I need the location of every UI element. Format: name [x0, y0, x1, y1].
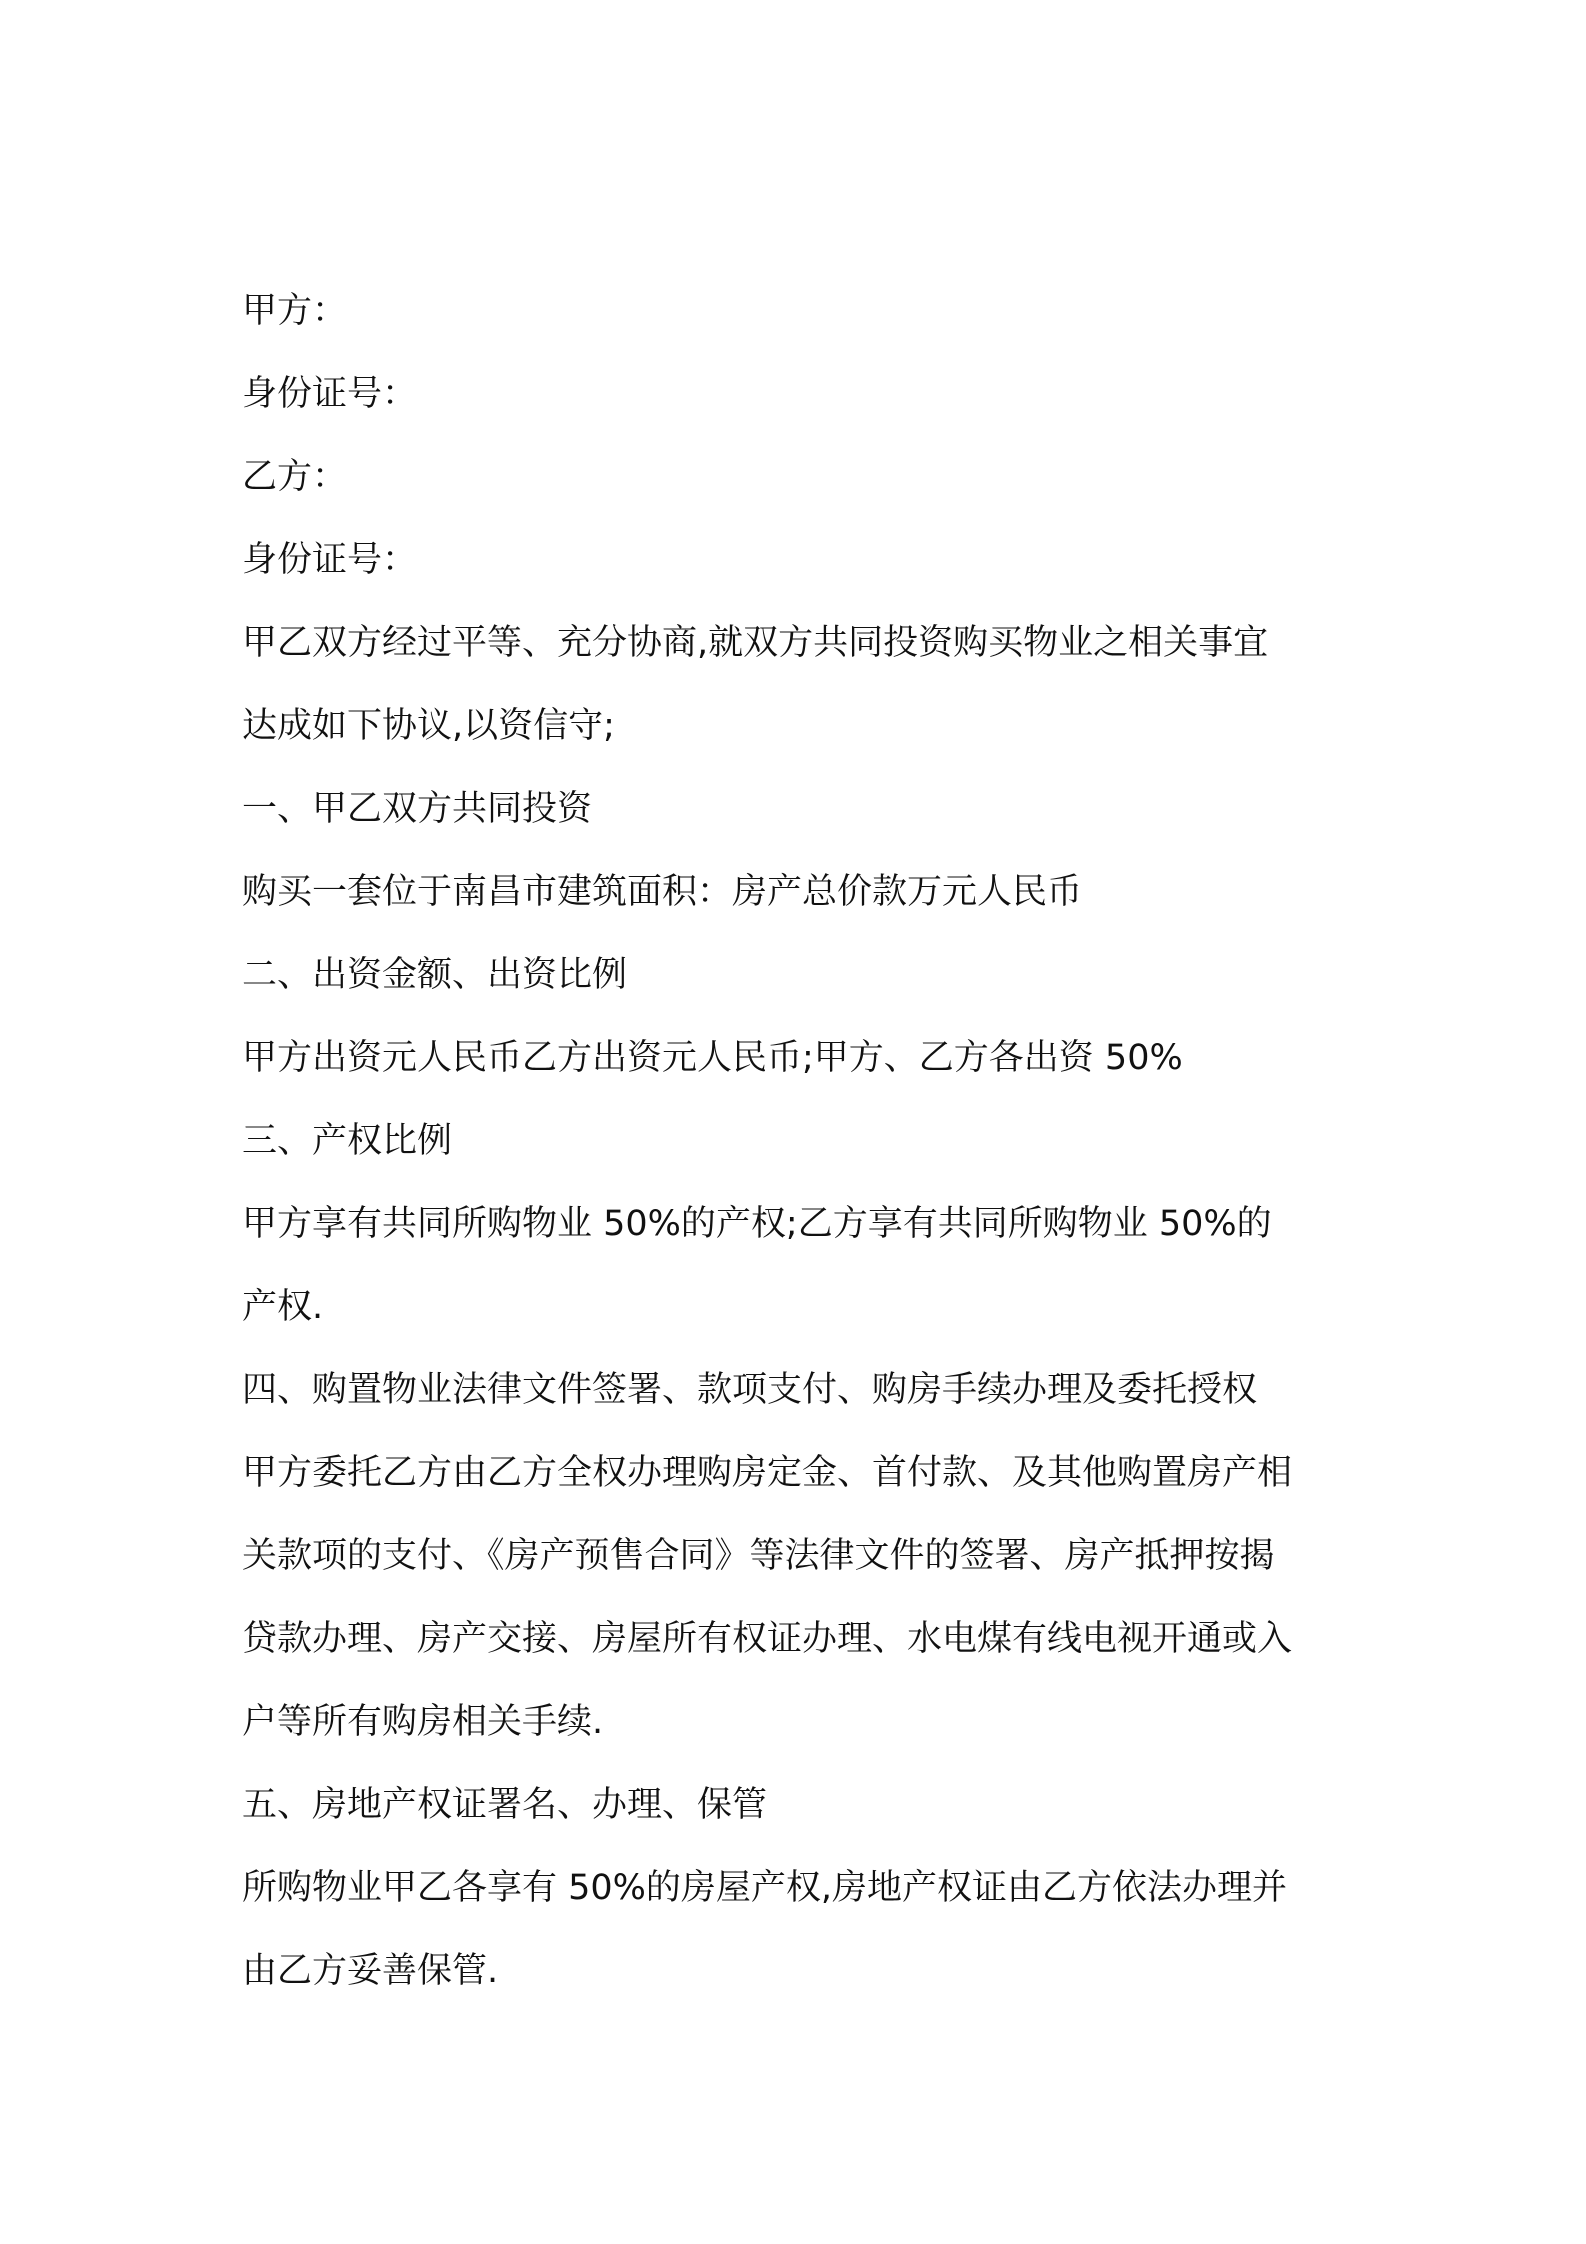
section-5-body-line-2: 由乙方妥善保管.: [242, 1951, 499, 1991]
section-4-body-line-1: 甲方委托乙方由乙方全权办理购房定金、首付款、及其他购置房产相: [242, 1453, 1293, 1493]
preamble-line-2: 达成如下协议,以资信守;: [242, 706, 615, 746]
party-b-id-label: 身份证号：: [242, 540, 418, 580]
section-1-body: 购买一套位于南昌市建筑面积：房产总价款万元人民币: [242, 872, 1083, 912]
section-2-heading: 二、出资金额、出资比例: [242, 955, 628, 995]
section-4-body-line-3: 贷款办理、房产交接、房屋所有权证办理、水电煤有线电视开通或入: [242, 1619, 1293, 1659]
section-4-body-line-4: 户等所有购房相关手续.: [242, 1702, 604, 1742]
preamble-line-1: 甲乙双方经过平等、充分协商,就双方共同投资购买物业之相关事宜: [242, 623, 1269, 663]
section-4-heading: 四、购置物业法律文件签署、款项支付、购房手续办理及委托授权: [242, 1370, 1258, 1410]
section-3-heading: 三、产权比例: [242, 1121, 453, 1161]
section-3-body-line-2: 产权.: [242, 1287, 324, 1327]
section-2-body: 甲方出资元人民币乙方出资元人民币;甲方、乙方各出资 50%: [242, 1038, 1183, 1078]
party-b-label: 乙方：: [242, 457, 348, 497]
section-1-heading: 一、甲乙双方共同投资: [242, 789, 593, 829]
party-a-id-label: 身份证号：: [242, 374, 418, 414]
section-5-body-line-1: 所购物业甲乙各享有 50%的房屋产权,房地产权证由乙方依法办理并: [242, 1868, 1288, 1908]
party-a-label: 甲方：: [242, 291, 348, 331]
section-4-body-line-2: 关款项的支付、《房产预售合同》等法律文件的签署、房产抵押按揭: [242, 1536, 1275, 1576]
section-5-heading: 五、房地产权证署名、办理、保管: [242, 1785, 768, 1825]
section-3-body-line-1: 甲方享有共同所购物业 50%的产权;乙方享有共同所购物业 50%的: [242, 1204, 1272, 1244]
document-body: [242, 270, 1352, 2013]
